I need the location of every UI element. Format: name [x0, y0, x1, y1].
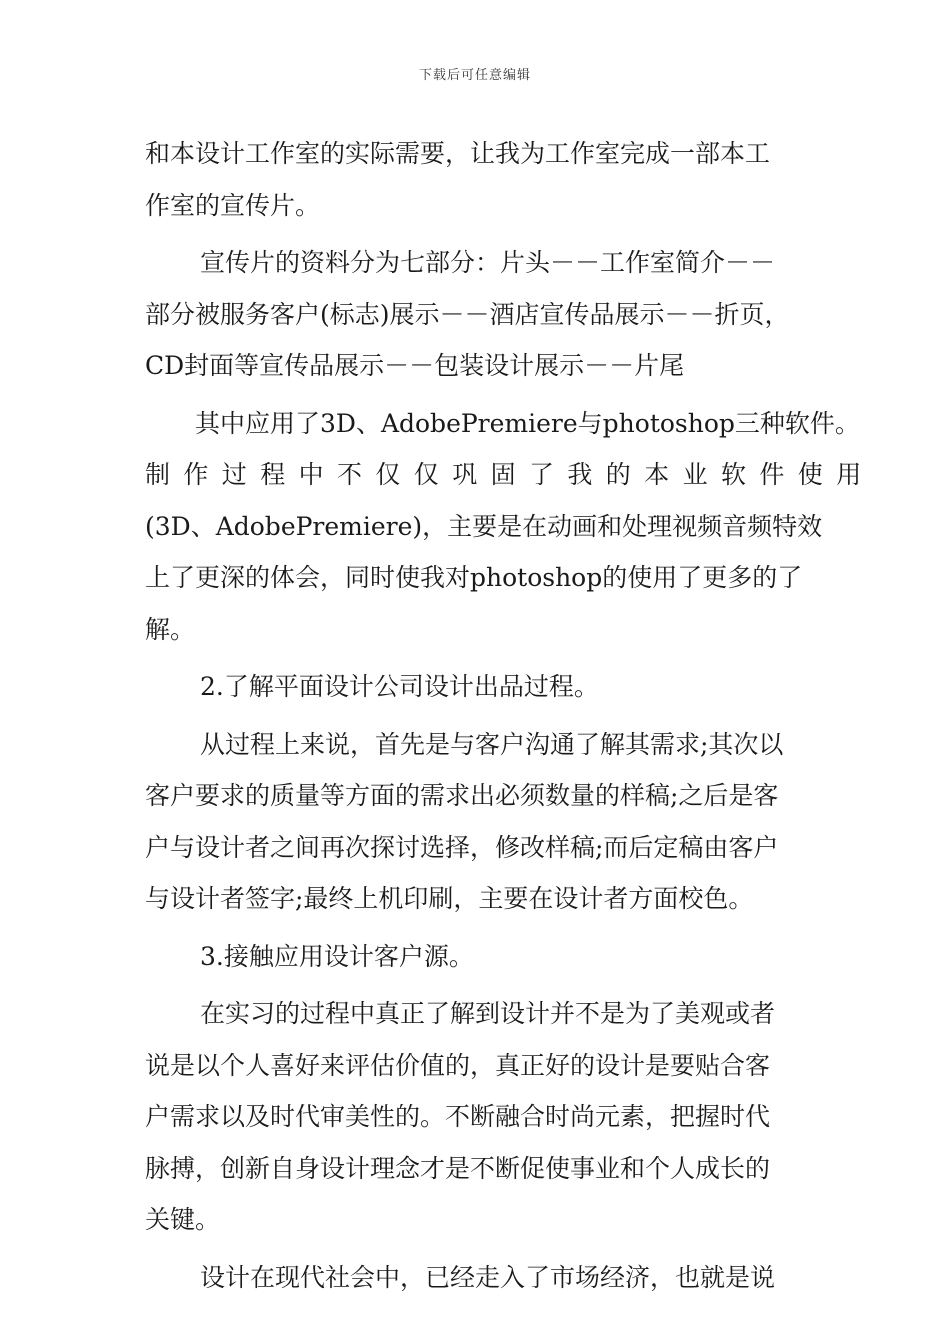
paragraph-line: 解。: [145, 614, 196, 644]
paragraph-line: (3D、AdobePremiere)，主要是在动画和处理视频音频特效: [145, 511, 823, 541]
paragraph-line: 关键。: [145, 1205, 221, 1234]
paragraph-line: 与设计者签字;最终上机印刷，主要在设计者方面校色。: [145, 884, 754, 913]
paragraph-line: 宣传片的资料分为七部分：片头－－工作室简介－－: [200, 248, 776, 277]
paragraph-line: 说是以个人喜好来评估价值的，真正好的设计是要贴合客: [145, 1050, 771, 1080]
paragraph-line: CD封面等宣传品展示－－包装设计展示－－片尾: [145, 351, 685, 380]
paragraph-line: 作室的宣传片。: [145, 190, 321, 220]
paragraph-line: 部分被服务客户(标志)展示－－酒店宣传品展示－－折页，: [145, 299, 790, 329]
paragraph-line: 脉搏，创新自身设计理念才是不断促使事业和个人成长的: [145, 1153, 771, 1183]
paragraph-line: 和本设计工作室的实际需要，让我为工作室完成一部本工: [145, 139, 771, 168]
paragraph-line: 上了更深的体会，同时使我对photoshop的使用了更多的了: [145, 563, 803, 592]
paragraph-line: 客户要求的质量等方面的需求出必须数量的样稿;之后是客: [145, 781, 779, 810]
paragraph-line: 户需求以及时代审美性的。不断融合时尚元素，把握时代: [145, 1102, 771, 1131]
paragraph-line: 在实习的过程中真正了解到设计并不是为了美观或者: [200, 999, 776, 1028]
section-heading: 2.了解平面设计公司设计出品过程。: [200, 672, 599, 701]
document-body: [145, 128, 875, 1303]
section-heading: 3.接触应用设计客户源。: [200, 941, 474, 971]
page-header: 下载后可任意编辑: [418, 68, 531, 83]
paragraph-line: 制作过程中不仅仅巩固了我的本业软件使用: [145, 460, 875, 489]
paragraph-line: 其中应用了3D、AdobePremiere与photoshop三种软件。: [195, 408, 860, 438]
paragraph-line: 户与设计者之间再次探讨选择，修改样稿;而后定稿由客户: [145, 832, 779, 862]
paragraph-line: 从过程上来说，首先是与客户沟通了解其需求;其次以: [200, 729, 784, 759]
paragraph-line: 设计在现代社会中，已经走入了市场经济，也就是说: [200, 1262, 776, 1292]
